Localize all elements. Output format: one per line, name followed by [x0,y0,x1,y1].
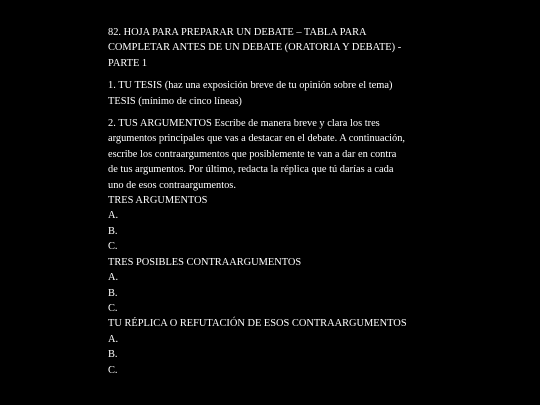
list-item: C. [108,302,118,314]
title-line: COMPLETAR ANTES DE UN DEBATE (ORATORIA Y DEBATE) - [108,42,402,54]
counterarguments-group [108,255,438,317]
arguments-instruction-line: escribe los contraargumentos que posiblemente te van a dar en contra [108,148,397,160]
thesis-instruction: 1. TU TESIS (haz una exposición breve de tu opinión sobre el tema) [108,80,393,92]
arguments-group [108,193,438,255]
arguments-heading: TRES ARGUMENTOS [108,195,208,207]
list-item: B. [108,225,118,237]
document-title [108,25,438,71]
rebuttal-heading: TU RÉPLICA O REFUTACIÓN DE ESOS CONTRAARGUMENTOS [108,318,407,330]
rebuttal-group [108,316,438,378]
list-item: A. [108,333,119,345]
thesis-section [108,78,438,109]
arguments-instruction-line: uno de esos contraargumentos. [108,179,236,191]
document-page [108,25,438,378]
list-item: C. [108,241,118,253]
list-item: A. [108,272,119,284]
list-item: A. [108,210,119,222]
arguments-section [108,116,438,378]
list-item: B. [108,287,118,299]
list-item: B. [108,349,118,361]
list-item: C. [108,364,118,376]
arguments-instruction-line: argumentos principales que vas a destacar en el debate. A continuación, [108,133,405,145]
title-line: 82. HOJA PARA PREPARAR UN DEBATE – TABLA PARA [108,27,367,38]
thesis-label: TESIS (mínimo de cinco líneas) [108,95,242,107]
arguments-instruction-line: de tus argumentos. Por último, redacta la réplica que tú darías a cada [108,164,394,176]
title-line: PARTE 1 [108,57,148,69]
counterarguments-heading: TRES POSIBLES CONTRAARGUMENTOS [108,256,302,268]
arguments-instruction-line: 2. TUS ARGUMENTOS Escribe de manera breve y clara los tres [108,118,380,130]
